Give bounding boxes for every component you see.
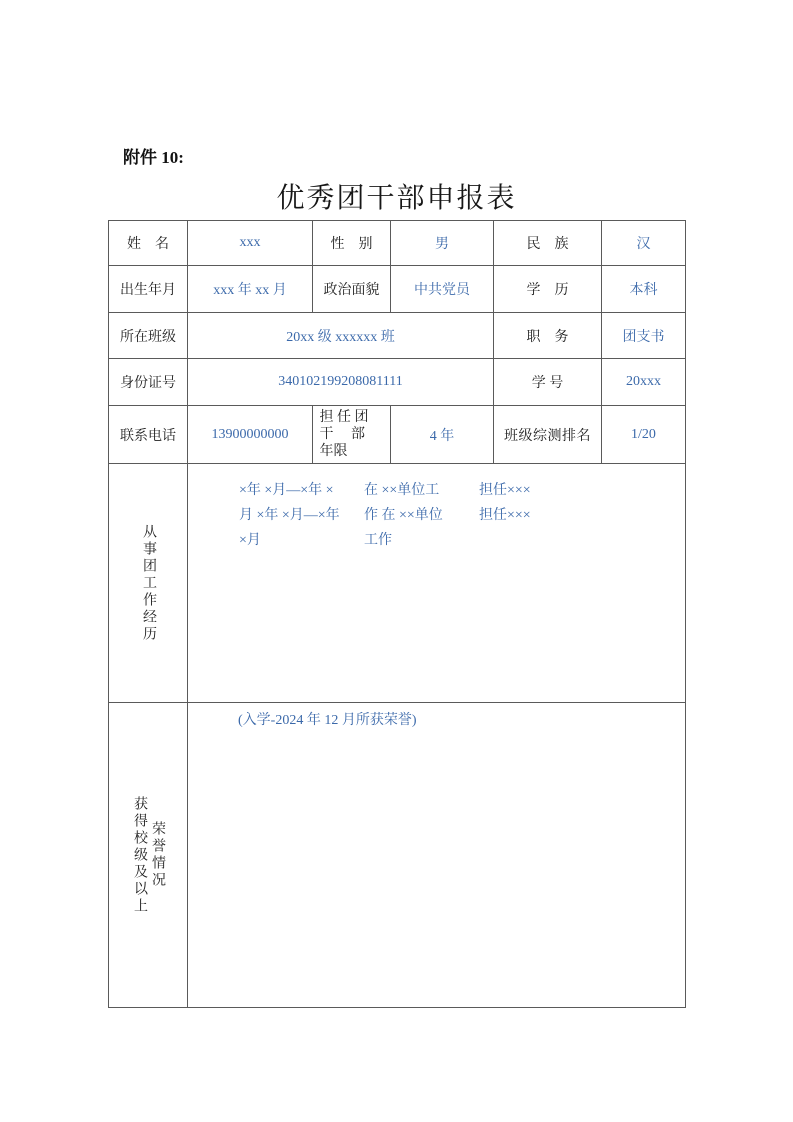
table-row: [109, 359, 686, 406]
name-value: xxx: [188, 221, 313, 266]
table-row: [109, 406, 686, 464]
application-table: [108, 220, 686, 1008]
league-work-experience-label-cell: [109, 464, 188, 703]
cadre-years-label-line: 干 部: [319, 427, 365, 442]
student-id-value: 20xxx: [602, 359, 686, 406]
education-value: 本科: [602, 266, 686, 313]
league-work-experience-label: 从事团工作经历: [141, 523, 156, 643]
experience-line: 在 ××单位工: [364, 483, 440, 498]
experience-line: 工作: [364, 533, 392, 548]
experience-line: 担任×××: [479, 508, 531, 523]
honors-label-sub: 荣誉情况: [150, 821, 165, 889]
gender-label: 性 别: [313, 221, 391, 266]
experience-period-column: [239, 478, 340, 553]
attachment-label: 附件 10:: [123, 148, 184, 167]
phone-label: 联系电话: [109, 406, 188, 464]
political-status-value: 中共党员: [391, 266, 494, 313]
ethnicity-value: 汉: [602, 221, 686, 266]
league-work-experience-content: [188, 464, 686, 703]
table-row: [109, 464, 686, 703]
class-ranking-value: 1/20: [602, 406, 686, 464]
table-row: [109, 221, 686, 266]
table-row: [109, 313, 686, 359]
honors-content-cell: [188, 703, 686, 1008]
honors-note: (入学-2024 年 12 月所获荣誉): [238, 713, 417, 728]
birth-date-label: 出生年月: [109, 266, 188, 313]
table-row: [109, 266, 686, 313]
gender-value: 男: [391, 221, 494, 266]
experience-line: 月 ×年 ×月—×年: [239, 508, 340, 523]
experience-line: 担任×××: [479, 483, 531, 498]
political-status-label: 政治面貌: [313, 266, 391, 313]
phone-value: 13900000000: [188, 406, 313, 464]
class-ranking-label: 班级综测排名: [494, 406, 602, 464]
experience-role-column: [479, 478, 531, 528]
form-title: 优秀团干部申报表: [276, 183, 517, 214]
cadre-years-value: 4 年: [391, 406, 494, 464]
name-label: 姓 名: [109, 221, 188, 266]
experience-unit-column: [364, 478, 443, 553]
birth-date-value: xxx 年 xx 月: [188, 266, 313, 313]
class-label: 所在班级: [109, 313, 188, 359]
honors-label-main: 获得校级及以上: [132, 795, 147, 915]
honors-label-cell: [109, 703, 188, 1008]
cadre-years-label-line: 担 任 团: [319, 410, 369, 425]
cadre-years-label: [313, 406, 391, 464]
student-id-label: 学 号: [494, 359, 602, 406]
id-number-label: 身份证号: [109, 359, 188, 406]
experience-line: ×月: [239, 533, 261, 548]
experience-line: ×年 ×月—×年 ×: [239, 483, 334, 498]
education-label: 学 历: [494, 266, 602, 313]
ethnicity-label: 民 族: [494, 221, 602, 266]
table-row: [109, 703, 686, 1008]
position-label: 职 务: [494, 313, 602, 359]
id-number-value: 340102199208081111: [188, 359, 494, 406]
position-value: 团支书: [602, 313, 686, 359]
experience-line: 作 在 ××单位: [364, 508, 443, 523]
cadre-years-label-lines: [320, 409, 384, 460]
cadre-years-label-line: 年限: [319, 444, 348, 459]
class-value: 20xx 级 xxxxxx 班: [188, 313, 494, 359]
